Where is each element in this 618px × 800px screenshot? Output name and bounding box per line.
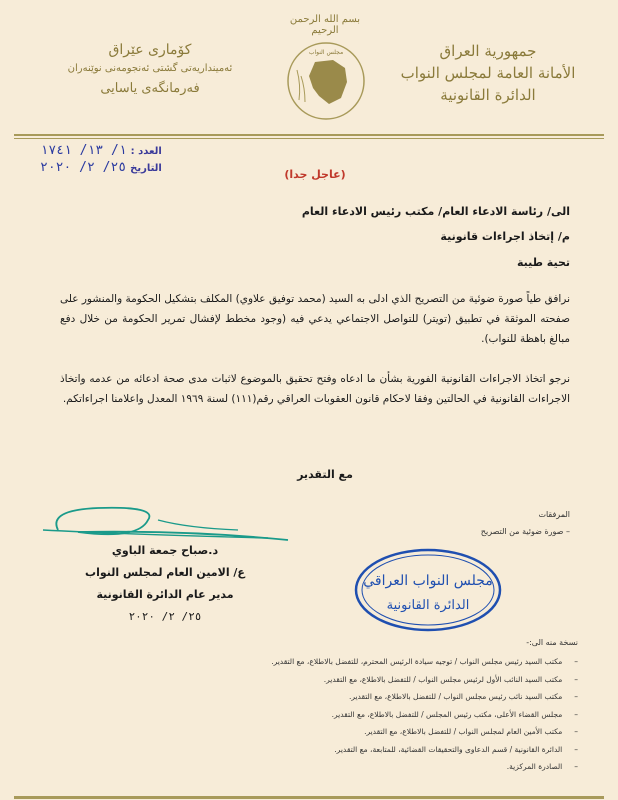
stamp-line-2: الدائرة القانونية [386, 598, 470, 613]
body-paragraph-1: نرافق طياً صورة ضوئية من التصريح الذي ادلى به السيد (محمد توفيق علاوي) المكلف بتشكيل الحكومة والمنشور على صفحته الموثقة في تطبيق (تويتر) للتواصل الاجتماعي يدعي فيه (وجود مخطط لإفشال تمرير الحكومة من خلال دفع مبالغ باهظة للنواب). [60, 293, 570, 345]
signature-date: ٢٥/ ٢/ ٢٠٢٠ [128, 610, 202, 623]
urgency-note: (عاجل جدا) [284, 168, 346, 181]
copies-list [271, 653, 578, 776]
attachment-item: – صورة ضوئية من التصريح [480, 527, 570, 536]
signature-block [80, 540, 250, 628]
header-divider [14, 134, 604, 136]
copy-recipient: – مكتب السيد النائب الأول لرئيس مجلس النواب / للتفضل بالاطلاع، مع التقدير. [271, 671, 578, 689]
date-label: التاريخ [130, 163, 162, 174]
reference-block [40, 143, 162, 177]
letterhead-country: جمهورية العراق [439, 42, 537, 60]
copy-recipient: – الصادرة المركزية. [271, 758, 578, 776]
letterhead-kurdish [45, 40, 255, 100]
addressee: الى/ رئاسة الادعاء العام/ مكتب رئيس الادعاء العام [301, 205, 570, 218]
date-value: ٢٥/ ٢/ ٢٠٢٠ [40, 160, 127, 175]
letterhead-department: الدائرة القانونية [440, 86, 536, 104]
copy-recipient: – مكتب الأمين العام لمجلس النواب / للتفضل بالاطلاع، مع التقدير. [271, 723, 578, 741]
subject-line: م/ إتخاذ اجراءات قانونية [440, 230, 570, 243]
attachments-title: المرفقات [538, 510, 570, 519]
signatory-title-2: مدير عام الدائرة القانونية [96, 588, 234, 601]
letterhead-secretariat: الأمانة العامة لمجلس النواب [400, 64, 576, 82]
footer-divider [14, 796, 604, 799]
basmala: بسم الله الرحمن الرحيم [289, 14, 361, 36]
letterhead-arabic [388, 40, 588, 106]
number-label: العدد : [130, 146, 162, 157]
body-paragraph-2: نرجو اتخاذ الاجراءات القانونية الفورية بشأن ما ادعاه وفتح تحقيق بالموضوع لاثبات مدى صحة ادعائه من عدمه واتخاذ الاجراءات القانونية في الحالتين وفقا لاحكام قانون العقوبات العراقي رقم(١١١) لسنة ١٩٦٩ المعدل واعلامنا اجراءاتكم. [60, 373, 570, 405]
closing: مع التقدير [297, 468, 353, 481]
letterhead-kurdish-department: فەرمانگەی یاسایی [100, 81, 200, 96]
official-stamp-icon [352, 547, 504, 633]
copies-title: نسخة منه الى:- [526, 638, 578, 647]
copy-recipient: – الدائرة القانونية / قسم الدعاوى والتحقيقات القضائية، للمتابعة، مع التقدير. [271, 741, 578, 759]
copy-recipient: – مجلس القضاء الأعلى، مكتب رئيس المجلس / للتفضل بالاطلاع، مع التقدير. [271, 706, 578, 724]
letterhead-kurdish-secretariat: ئەمینداریەتی گشتی ئەنجومەنی نوێنەران [67, 63, 233, 74]
letterhead-kurdish-country: كۆماری عێراق [108, 42, 192, 58]
parliament-emblem-icon [285, 40, 367, 122]
emblem-caption: مجلس النواب [308, 49, 344, 56]
copy-recipient: – مكتب السيد رئيس مجلس النواب / توجيه سيادة الرئيس المحترم، للتفضل بالاطلاع، مع التقدير. [271, 653, 578, 671]
header-divider-thin [14, 138, 604, 139]
copy-recipient: – مكتب السيد نائب رئيس مجلس النواب / للتفضل بالاطلاع، مع التقدير. [271, 688, 578, 706]
signatory-name: د.صباح جمعة الباوي [111, 544, 219, 557]
stamp-line-1: مجلس النواب العراقي [363, 573, 493, 589]
signatory-title-1: ع/ الامين العام لمجلس النواب [85, 566, 245, 579]
greeting: تحية طيبة [516, 256, 570, 269]
number-value: ١/ ١٣/ ١٧٤١ [40, 143, 127, 158]
